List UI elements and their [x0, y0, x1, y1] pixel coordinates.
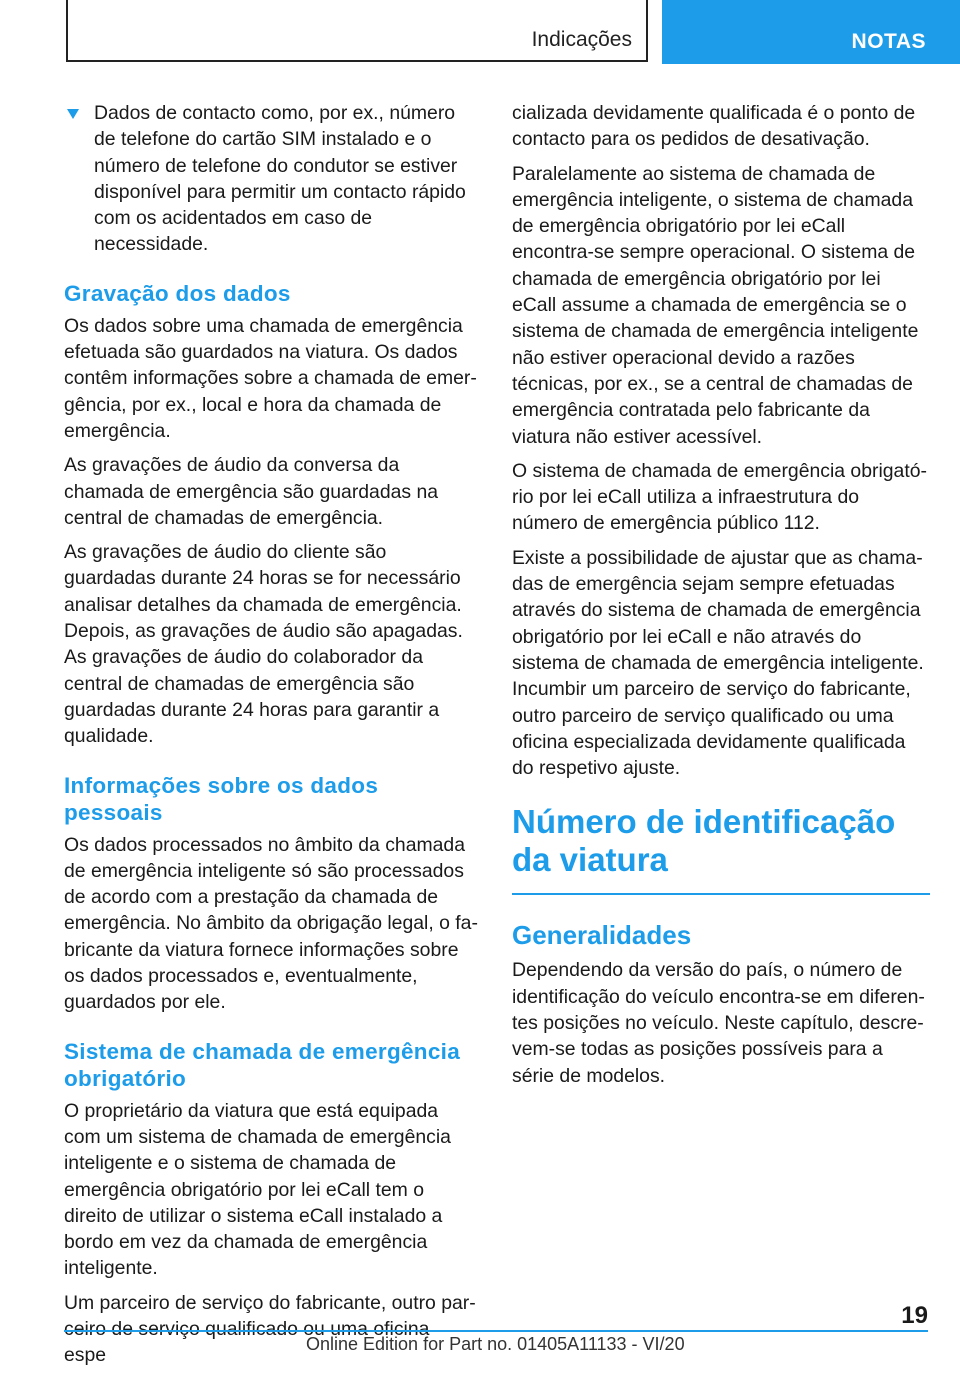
chapter-heading-vin: Número de identificação da viatura	[512, 803, 896, 879]
paragraph: cializada devidamente qualificada é o ponto de contacto para os pedidos de desativação.	[512, 102, 916, 151]
section-heading-gravacao: Gravação dos dados	[64, 280, 291, 306]
paragraph: Existe a possibilidade de ajustar que as chamadas de emergência sejam sempre efetuadas através do sistema de chamada de emergência obrigatório por lei eCall e não através do sistema de chamada de emergência inteligente. Incumbir um parceiro de serviço do fabricante, outro parceiro de serviço qualificado ou uma oficina especializada devidamente qualificada do respetivo ajuste.	[512, 546, 924, 780]
paragraph: O sistema de chamada de emergência obrigatório por lei eCall utiliza a infraestrutura do número de emergência público 112.	[512, 459, 927, 535]
chapter-title: NOTAS	[851, 30, 926, 53]
paragraph: O proprietário da viatura que está equipada com um sistema de chamada de emergência inteligente e o sistema de chamada de emergência obrigatório por lei eCall tem o direito de utilizar o sistema eCall instalado a bordo em vez da chamada de emergência inteligente.	[64, 1099, 451, 1280]
paragraph: Paralelamente ao sistema de chamada de emergência inteligente, o sistema de chamada de emergência obrigatório por lei eCall encontra-se sempre operacional. O sistema de chamada de emergência obrigatório por lei eCall assume a chamada de emergência se o sistema de chamada de emergência inteligente não estiver operacional devido a razões técnicas, por ex., se a central de chamadas de emergência contratada pelo fabricante da viatura não estiver acessível.	[512, 162, 919, 448]
header-section-tab	[66, 0, 648, 62]
paragraph: Os dados sobre uma chamada de emergência efetuada são guardados na viatura. Os dados contêm informações sobre a chamada de emergência, por ex., local e hora da chamada de emergência.	[64, 314, 477, 442]
left-column	[64, 100, 480, 1377]
header-chapter-tab	[662, 0, 960, 64]
section-title: Indicações	[531, 28, 632, 51]
bullet-triangle-icon	[67, 109, 79, 119]
section-heading-generalidades: Generalidades	[512, 920, 692, 951]
page-number: 19	[901, 1302, 928, 1329]
section-heading-informacoes: Informações sobre os dados pessoais	[64, 772, 379, 825]
paragraph: Um parceiro de serviço do fabricante, outro parceiro de serviço qualificado ou uma oficina espe	[64, 1291, 476, 1367]
paragraph: As gravações de áudio do cliente são guardadas durante 24 horas se for necessário analisar detalhes da chamada de emergência. Depois, as gravações de áudio são apagadas. As gravações de áudio do colaborador da central de chamadas de emergência são guardadas durante 24 horas para garantir a qualidade.	[64, 541, 463, 748]
footer-edition: Online Edition for Part no. 01405A11133 - VI/20	[306, 1334, 685, 1354]
list-item-text: Dados de contacto como, por ex., número de telefone do cartão SIM instalado e o número de telefone do condutor se estiver disponível para permitir um contacto rápido com os acidentados em caso de necessidade.	[94, 102, 466, 256]
paragraph: Dependendo da versão do país, o número de identificação do veículo encontra-se em diferentes posições no veículo. Neste capítulo, descrevem-se todas as posições possíveis para a série de modelos.	[512, 959, 925, 1087]
list-item	[64, 100, 480, 258]
right-column	[512, 100, 930, 1097]
paragraph: As gravações de áudio da conversa da chamada de emergência são guardadas na central de chamadas de emergência.	[64, 454, 439, 529]
section-heading-sistema: Sistema de chamada de emergência obrigatório	[64, 1038, 461, 1091]
footer-divider	[64, 1330, 928, 1332]
heading-divider	[512, 893, 930, 895]
paragraph: Os dados processados no âmbito da chamada de emergência inteligente só são processados de acordo com a prestação da chamada de emergência. No âmbito da obrigação legal, o fabricante da viatura fornece informações sobre os dados processados e, eventualmente, guardados por ele.	[64, 833, 478, 1014]
